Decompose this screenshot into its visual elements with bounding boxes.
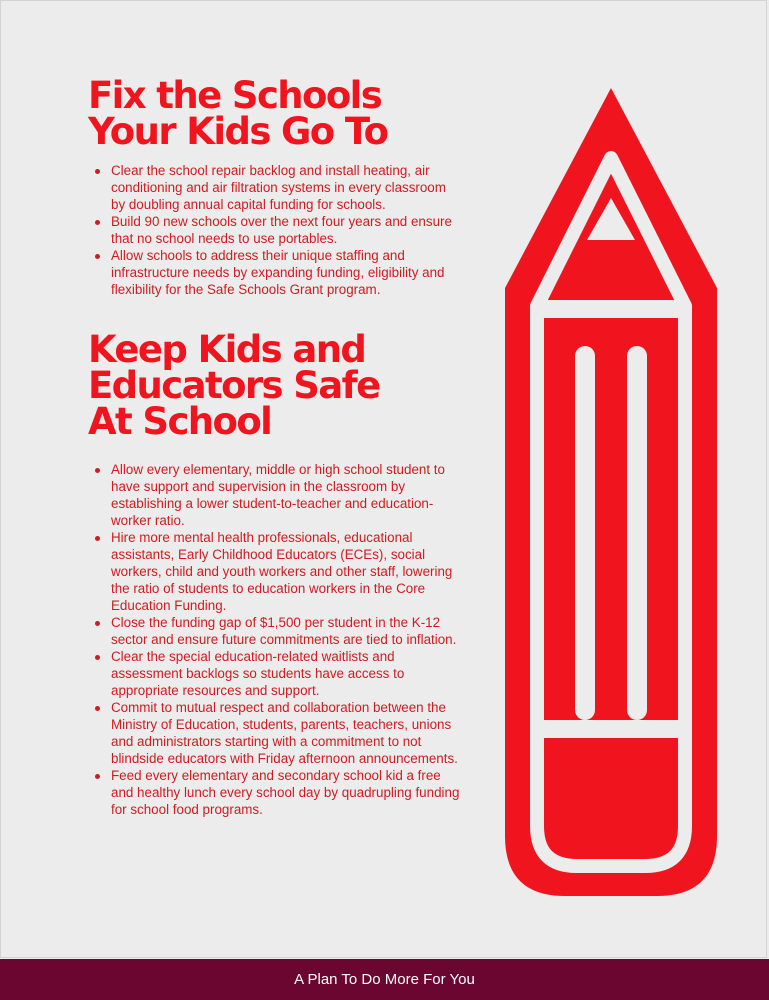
heading-line: At School <box>88 400 272 443</box>
footer-tagline: A Plan To Do More For You <box>294 971 475 988</box>
list-item: Clear the special education-related waitlists and assessment backlogs so students have access to appropriate resources and support. <box>88 648 460 699</box>
list-item: Clear the school repair backlog and install heating, air conditioning and air filtration systems in every classroom by doubling annual capital funding for schools. <box>88 162 458 213</box>
heading-line: Educators Safe <box>88 364 380 407</box>
heading-line: Your Kids Go To <box>88 110 388 153</box>
fix-schools-list <box>88 162 458 298</box>
main-content <box>88 74 460 818</box>
list-item: Hire more mental health professionals, educational assistants, Early Childhood Educators (ECEs), social workers, child and youth workers and other staff, lowering the ratio of students to education workers in the Core Education Funding. <box>88 529 460 614</box>
keep-kids-safe-list <box>88 461 460 818</box>
footer <box>0 959 769 1000</box>
heading-keep-kids-safe <box>88 328 458 443</box>
list-item: Build 90 new schools over the next four years and ensure that no school needs to use portables. <box>88 213 458 247</box>
heading-line: Fix the Schools <box>88 74 382 117</box>
heading-line: Keep Kids and <box>88 328 366 371</box>
list-item: Feed every elementary and secondary school kid a free and healthy lunch every school day by quadrupling funding for school food programs. <box>88 767 460 818</box>
pencil-icon <box>503 88 719 898</box>
list-item: Allow schools to address their unique staffing and infrastructure needs by expanding funding, eligibility and flexibility for the Safe Schools Grant program. <box>88 247 458 298</box>
list-item: Commit to mutual respect and collaboration between the Ministry of Education, students, parents, teachers, unions and administrators starting with a commitment to not blindside educators with Friday afternoon announcements. <box>88 699 460 767</box>
list-item: Allow every elementary, middle or high school student to have support and supervision in the classroom by establishing a lower student-to-teacher and education-worker ratio. <box>88 461 460 529</box>
heading-fix-schools <box>88 74 468 153</box>
list-item: Close the funding gap of $1,500 per student in the K-12 sector and ensure future commitments are tied to inflation. <box>88 614 460 648</box>
